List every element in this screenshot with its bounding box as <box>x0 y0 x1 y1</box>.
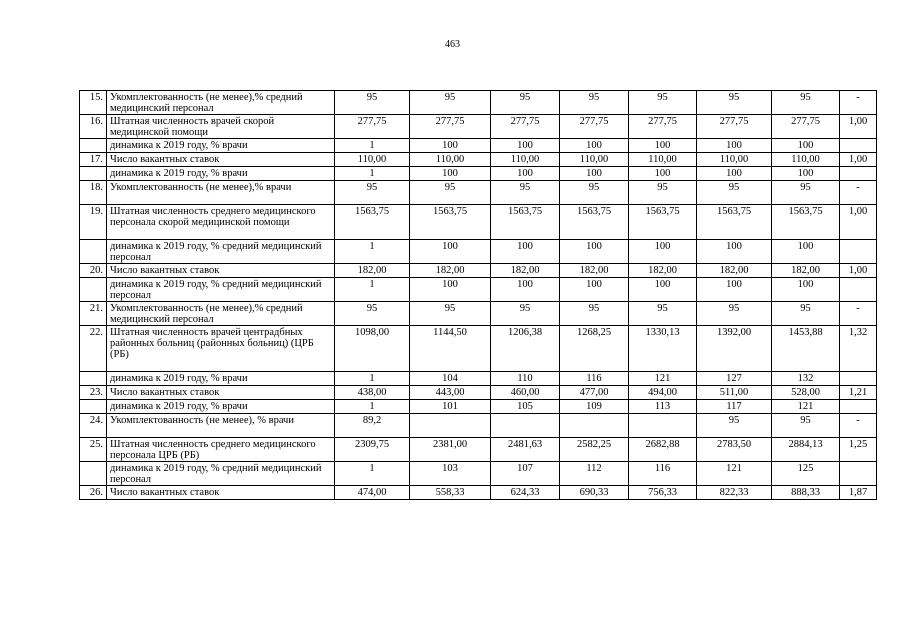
value-cell: 100 <box>491 167 560 181</box>
value-cell: 95 <box>697 91 772 115</box>
value-cell: 103 <box>410 462 491 486</box>
indicator-label-cell: Укомплектованность (не менее),% средний медицинский персонал <box>107 302 335 326</box>
value-cell: 1 <box>335 240 410 264</box>
value-cell: 558,33 <box>410 486 491 500</box>
ratio-cell <box>840 462 877 486</box>
value-cell: 1144,50 <box>410 326 491 372</box>
value-cell: 888,33 <box>772 486 840 500</box>
value-cell: 113 <box>629 400 697 414</box>
value-cell: 2309,75 <box>335 438 410 462</box>
value-cell: 100 <box>629 240 697 264</box>
ratio-cell: 1,00 <box>840 264 877 278</box>
table-row <box>80 115 877 139</box>
value-cell: 1563,75 <box>410 205 491 240</box>
indicator-label-cell: динамика к 2019 году, % средний медицинский персонал <box>107 462 335 486</box>
value-cell: 2783,50 <box>697 438 772 462</box>
value-cell: 2582,25 <box>560 438 629 462</box>
value-cell: 100 <box>410 167 491 181</box>
table-row <box>80 205 877 240</box>
value-cell: 110,00 <box>772 153 840 167</box>
value-cell: 477,00 <box>560 386 629 400</box>
row-number-cell <box>80 278 107 302</box>
value-cell: 95 <box>335 181 410 205</box>
ratio-cell: - <box>840 302 877 326</box>
row-number-cell: 15. <box>80 91 107 115</box>
value-cell: 110,00 <box>629 153 697 167</box>
indicator-label-cell: Укомплектованность (не менее),% средний медицинский персонал <box>107 91 335 115</box>
value-cell: 95 <box>491 302 560 326</box>
value-cell: 127 <box>697 372 772 386</box>
table-row <box>80 264 877 278</box>
table-row <box>80 414 877 438</box>
value-cell: 1 <box>335 462 410 486</box>
value-cell: 822,33 <box>697 486 772 500</box>
value-cell: 182,00 <box>772 264 840 278</box>
value-cell: 116 <box>560 372 629 386</box>
table-row <box>80 438 877 462</box>
indicator-label-cell: Штатная численность врачей центрадбных районных больниц (районных больниц) (ЦРБ (РБ) <box>107 326 335 372</box>
indicator-label-cell: Штатная численность среднего медицинского персонала скорой медицинской помощи <box>107 205 335 240</box>
value-cell: 112 <box>560 462 629 486</box>
indicator-label-cell: динамика к 2019 году, % врачи <box>107 167 335 181</box>
value-cell: 95 <box>491 181 560 205</box>
value-cell: 1563,75 <box>629 205 697 240</box>
ratio-cell <box>840 167 877 181</box>
value-cell: 1206,38 <box>491 326 560 372</box>
indicator-label-cell: Штатная численность среднего медицинского персонала ЦРБ (РБ) <box>107 438 335 462</box>
value-cell: 690,33 <box>560 486 629 500</box>
value-cell: 2381,00 <box>410 438 491 462</box>
row-number-cell: 18. <box>80 181 107 205</box>
value-cell <box>491 414 560 438</box>
value-cell: 460,00 <box>491 386 560 400</box>
value-cell: 110,00 <box>560 153 629 167</box>
value-cell: 95 <box>560 91 629 115</box>
table-row <box>80 462 877 486</box>
value-cell: 511,00 <box>697 386 772 400</box>
value-cell: 95 <box>491 91 560 115</box>
value-cell: 1563,75 <box>772 205 840 240</box>
value-cell: 443,00 <box>410 386 491 400</box>
value-cell: 1 <box>335 372 410 386</box>
value-cell: 110,00 <box>697 153 772 167</box>
value-cell: 182,00 <box>629 264 697 278</box>
value-cell: 100 <box>560 240 629 264</box>
ratio-cell: - <box>840 181 877 205</box>
indicator-label-cell: динамика к 2019 году, % средний медицинский персонал <box>107 240 335 264</box>
value-cell: 95 <box>629 302 697 326</box>
value-cell: 104 <box>410 372 491 386</box>
value-cell: 89,2 <box>335 414 410 438</box>
table-row <box>80 302 877 326</box>
indicator-label-cell: динамика к 2019 году, % врачи <box>107 400 335 414</box>
indicator-label-cell: динамика к 2019 году, % средний медицинский персонал <box>107 278 335 302</box>
value-cell: 95 <box>697 181 772 205</box>
ratio-cell: 1,00 <box>840 115 877 139</box>
table-row <box>80 400 877 414</box>
value-cell: 100 <box>697 139 772 153</box>
indicator-label-cell: Укомплектованность (не менее),% врачи <box>107 181 335 205</box>
value-cell: 100 <box>491 240 560 264</box>
value-cell: 1563,75 <box>491 205 560 240</box>
value-cell: 2884,13 <box>772 438 840 462</box>
value-cell: 117 <box>697 400 772 414</box>
table-row <box>80 139 877 153</box>
table-row <box>80 91 877 115</box>
page-number: 463 <box>445 39 460 50</box>
table-row <box>80 486 877 500</box>
value-cell: 100 <box>410 139 491 153</box>
value-cell <box>629 414 697 438</box>
value-cell: 100 <box>772 278 840 302</box>
indicator-label-cell: Число вакантных ставок <box>107 486 335 500</box>
value-cell: 95 <box>560 302 629 326</box>
value-cell: 100 <box>560 278 629 302</box>
value-cell: 182,00 <box>335 264 410 278</box>
ratio-cell: 1,00 <box>840 153 877 167</box>
value-cell: 116 <box>629 462 697 486</box>
row-number-cell: 24. <box>80 414 107 438</box>
value-cell: 182,00 <box>491 264 560 278</box>
value-cell: 277,75 <box>629 115 697 139</box>
value-cell: 277,75 <box>335 115 410 139</box>
value-cell: 110 <box>491 372 560 386</box>
value-cell: 1 <box>335 278 410 302</box>
value-cell: 1563,75 <box>335 205 410 240</box>
value-cell: 2481,63 <box>491 438 560 462</box>
value-cell: 438,00 <box>335 386 410 400</box>
value-cell: 100 <box>629 139 697 153</box>
value-cell: 1563,75 <box>560 205 629 240</box>
value-cell: 528,00 <box>772 386 840 400</box>
value-cell: 95 <box>410 302 491 326</box>
ratio-cell <box>840 400 877 414</box>
ratio-cell <box>840 278 877 302</box>
value-cell: 95 <box>772 91 840 115</box>
value-cell: 100 <box>560 139 629 153</box>
table-row <box>80 240 877 264</box>
value-cell: 1453,88 <box>772 326 840 372</box>
value-cell: 125 <box>772 462 840 486</box>
ratio-cell: 1,87 <box>840 486 877 500</box>
value-cell: 95 <box>560 181 629 205</box>
value-cell: 1 <box>335 167 410 181</box>
value-cell: 132 <box>772 372 840 386</box>
value-cell: 100 <box>560 167 629 181</box>
value-cell: 277,75 <box>697 115 772 139</box>
value-cell: 1 <box>335 139 410 153</box>
value-cell: 105 <box>491 400 560 414</box>
value-cell: 100 <box>697 240 772 264</box>
value-cell: 110,00 <box>410 153 491 167</box>
value-cell: 110,00 <box>491 153 560 167</box>
table-row <box>80 278 877 302</box>
row-number-cell: 23. <box>80 386 107 400</box>
ratio-cell: 1,25 <box>840 438 877 462</box>
value-cell: 95 <box>772 302 840 326</box>
value-cell: 95 <box>697 302 772 326</box>
ratio-cell: 1,21 <box>840 386 877 400</box>
ratio-cell: - <box>840 91 877 115</box>
value-cell: 756,33 <box>629 486 697 500</box>
value-cell: 95 <box>410 91 491 115</box>
value-cell: 100 <box>410 278 491 302</box>
row-number-cell <box>80 167 107 181</box>
value-cell: 277,75 <box>772 115 840 139</box>
value-cell: 100 <box>491 139 560 153</box>
table-row <box>80 167 877 181</box>
row-number-cell: 20. <box>80 264 107 278</box>
value-cell: 182,00 <box>560 264 629 278</box>
value-cell: 2682,88 <box>629 438 697 462</box>
indicator-label-cell: Число вакантных ставок <box>107 264 335 278</box>
table-row <box>80 153 877 167</box>
row-number-cell: 19. <box>80 205 107 240</box>
ratio-cell <box>840 240 877 264</box>
table-row <box>80 181 877 205</box>
row-number-cell <box>80 462 107 486</box>
value-cell: 277,75 <box>491 115 560 139</box>
ratio-cell: 1,32 <box>840 326 877 372</box>
value-cell <box>410 414 491 438</box>
value-cell: 110,00 <box>335 153 410 167</box>
value-cell: 100 <box>697 167 772 181</box>
value-cell <box>560 414 629 438</box>
row-number-cell <box>80 139 107 153</box>
value-cell: 1392,00 <box>697 326 772 372</box>
indicator-label-cell: Число вакантных ставок <box>107 153 335 167</box>
row-number-cell: 22. <box>80 326 107 372</box>
row-number-cell: 25. <box>80 438 107 462</box>
value-cell: 277,75 <box>560 115 629 139</box>
value-cell: 624,33 <box>491 486 560 500</box>
value-cell: 277,75 <box>410 115 491 139</box>
ratio-cell: 1,00 <box>840 205 877 240</box>
value-cell: 1563,75 <box>697 205 772 240</box>
value-cell: 101 <box>410 400 491 414</box>
value-cell: 100 <box>629 278 697 302</box>
row-number-cell <box>80 400 107 414</box>
value-cell: 100 <box>772 240 840 264</box>
value-cell: 100 <box>772 139 840 153</box>
value-cell: 1098,00 <box>335 326 410 372</box>
value-cell: 100 <box>697 278 772 302</box>
indicator-label-cell: динамика к 2019 году, % врачи <box>107 139 335 153</box>
table-row <box>80 326 877 372</box>
row-number-cell: 21. <box>80 302 107 326</box>
value-cell: 1 <box>335 400 410 414</box>
value-cell: 95 <box>772 181 840 205</box>
value-cell: 100 <box>629 167 697 181</box>
value-cell: 494,00 <box>629 386 697 400</box>
value-cell: 95 <box>335 302 410 326</box>
row-number-cell: 17. <box>80 153 107 167</box>
value-cell: 100 <box>410 240 491 264</box>
value-cell: 1330,13 <box>629 326 697 372</box>
ratio-cell <box>840 139 877 153</box>
value-cell: 121 <box>629 372 697 386</box>
row-number-cell <box>80 372 107 386</box>
indicator-label-cell: Укомплектованность (не менее), % врачи <box>107 414 335 438</box>
row-number-cell: 16. <box>80 115 107 139</box>
value-cell: 95 <box>697 414 772 438</box>
staffing-table <box>79 90 877 500</box>
indicator-label-cell: динамика к 2019 году, % врачи <box>107 372 335 386</box>
indicator-label-cell: Штатная численность врачей скорой медицинской помощи <box>107 115 335 139</box>
value-cell: 95 <box>629 181 697 205</box>
value-cell: 95 <box>629 91 697 115</box>
value-cell: 100 <box>491 278 560 302</box>
value-cell: 95 <box>772 414 840 438</box>
table-row <box>80 372 877 386</box>
value-cell: 182,00 <box>697 264 772 278</box>
row-number-cell: 26. <box>80 486 107 500</box>
value-cell: 182,00 <box>410 264 491 278</box>
value-cell: 100 <box>772 167 840 181</box>
row-number-cell <box>80 240 107 264</box>
value-cell: 121 <box>697 462 772 486</box>
value-cell: 474,00 <box>335 486 410 500</box>
value-cell: 109 <box>560 400 629 414</box>
ratio-cell <box>840 372 877 386</box>
value-cell: 95 <box>410 181 491 205</box>
ratio-cell: - <box>840 414 877 438</box>
table-row <box>80 386 877 400</box>
value-cell: 95 <box>335 91 410 115</box>
indicator-label-cell: Число вакантных ставок <box>107 386 335 400</box>
value-cell: 1268,25 <box>560 326 629 372</box>
value-cell: 107 <box>491 462 560 486</box>
value-cell: 121 <box>772 400 840 414</box>
